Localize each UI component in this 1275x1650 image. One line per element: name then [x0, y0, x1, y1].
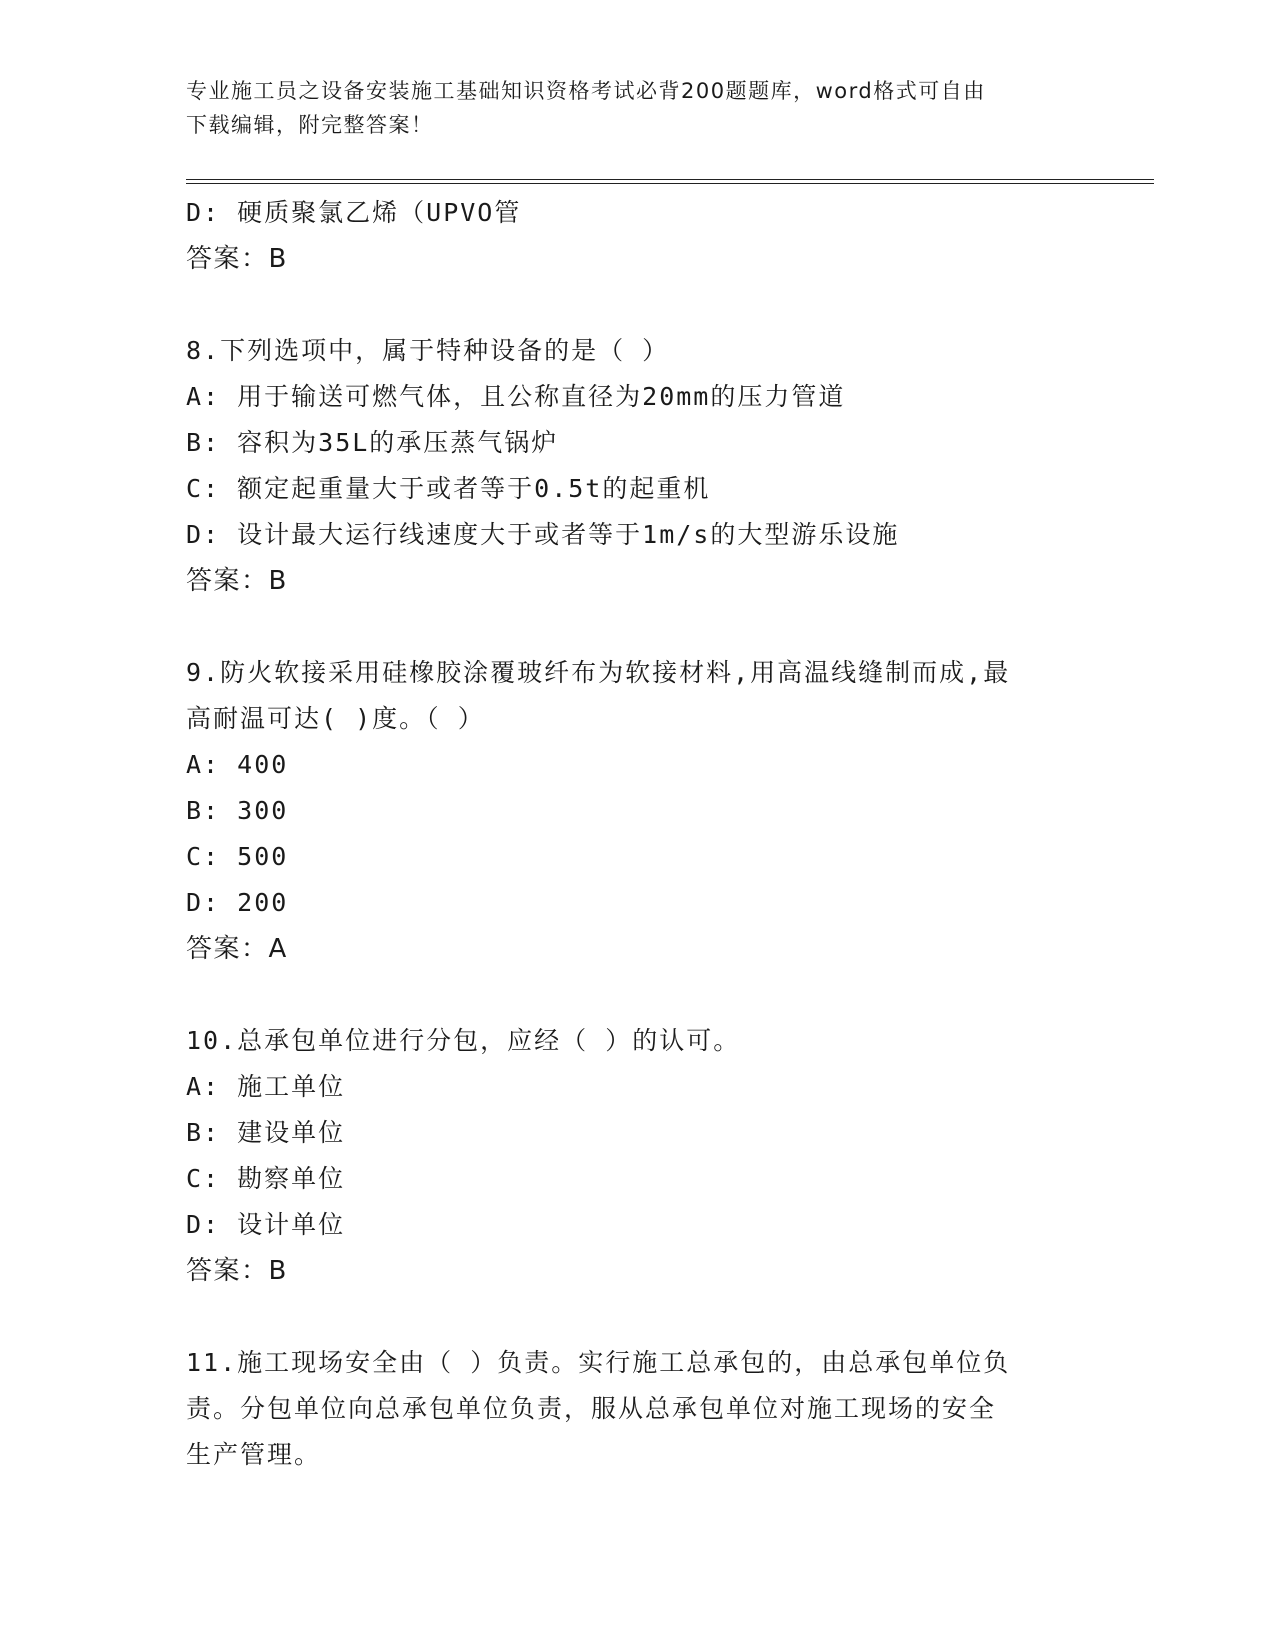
header-divider-top: [186, 179, 1154, 180]
option-c: C: 额定起重量大于或者等于0.5t的起重机: [186, 474, 711, 503]
option-b: B: 容积为35L的承压蒸气锅炉: [186, 428, 559, 457]
answer: 答案：A: [186, 934, 288, 964]
spacer: [186, 604, 1066, 650]
option-d: D: 设计单位: [186, 1210, 346, 1239]
option-b: B: 建设单位: [186, 1118, 346, 1147]
prev-option-d: D: 硬质聚氯乙烯（UPVO管: [186, 198, 522, 227]
option-a: A: 400: [186, 750, 289, 779]
spacer: [186, 1294, 1066, 1340]
answer: 答案：B: [186, 1256, 288, 1286]
question-stem-line-2: 责。分包单位向总承包单位负责，服从总承包单位对施工现场的安全: [186, 1394, 997, 1423]
question-stem: 8.下列选项中，属于特种设备的是（ ）: [186, 336, 670, 365]
question-9: [186, 650, 1066, 972]
answer: 答案：B: [186, 566, 288, 596]
question-stem-line-2: 高耐温可达( )度。（ ）: [186, 704, 485, 733]
option-c: C: 勘察单位: [186, 1164, 346, 1193]
question-stem: 10.总承包单位进行分包，应经（ ）的认可。: [186, 1026, 741, 1055]
spacer: [186, 282, 1066, 328]
header-divider-bottom: [186, 183, 1154, 184]
header-line-2: 下载编辑，附完整答案！: [186, 113, 434, 137]
header-line-1: 专业施工员之设备安装施工基础知识资格考试必背200题题库，word格式可自由: [186, 79, 986, 103]
question-10: [186, 1018, 1066, 1294]
question-stem-line-1: 11.施工现场安全由（ ）负责。实行施工总承包的，由总承包单位负: [186, 1348, 1011, 1377]
question-stem-line-3: 生产管理。: [186, 1440, 322, 1469]
spacer: [186, 972, 1066, 1018]
question-stem-line-1: 9.防火软接采用硅橡胶涂覆玻纤布为软接材料,用高温线缝制而成,最: [186, 658, 1011, 687]
option-c: C: 500: [186, 842, 289, 871]
option-d: D: 200: [186, 888, 289, 917]
option-a: A: 用于输送可燃气体，且公称直径为20mm的压力管道: [186, 382, 846, 411]
document-header: [186, 74, 1066, 142]
option-b: B: 300: [186, 796, 289, 825]
question-11: [186, 1340, 1066, 1478]
option-d: D: 设计最大运行线速度大于或者等于1m/s的大型游乐设施: [186, 520, 900, 549]
document-body: [186, 190, 1066, 1478]
question-8: [186, 328, 1066, 604]
prev-answer: 答案：B: [186, 244, 288, 274]
option-a: A: 施工单位: [186, 1072, 346, 1101]
